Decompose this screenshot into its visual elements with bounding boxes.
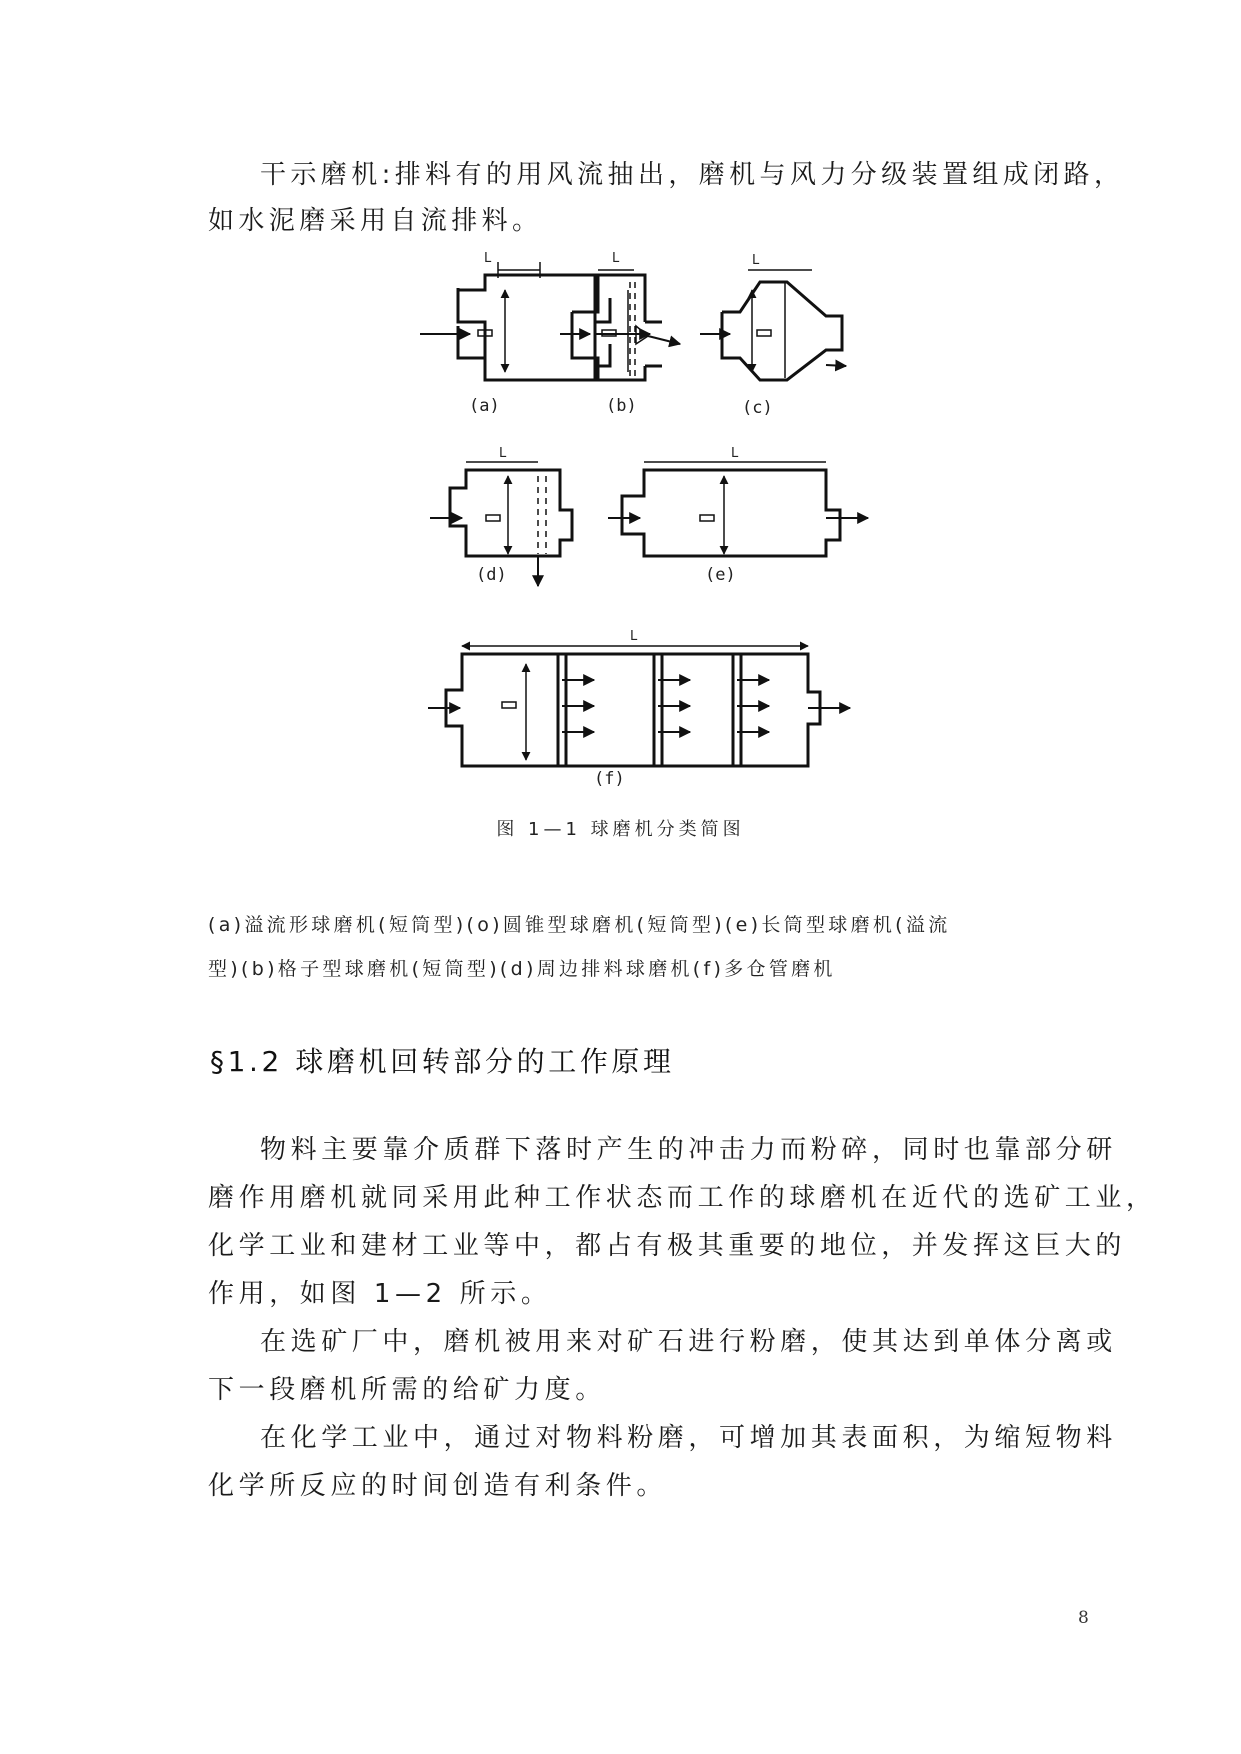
dim-label-e: L [731, 446, 739, 461]
panel-label-f: (f) [594, 769, 625, 789]
dim-label-c: L [752, 253, 760, 268]
panel-label-a: (a) [469, 396, 500, 416]
body-line-3: 化学工业和建材工业等中，都占有极其重要的地位，并发挥这巨大的 [208, 1231, 1127, 1261]
page-number: 8 [1078, 1608, 1089, 1628]
diagram-f-multi-compartment-mill [428, 646, 850, 766]
body-line-6: 下一段磨机所需的给矿力度。 [208, 1375, 606, 1405]
panel-label-d: (d) [476, 565, 507, 585]
section-heading: §1.2 球磨机回转部分的工作原理 [210, 1045, 675, 1078]
body-line-5: 在选矿厂中，磨机被用来对矿石进行粉磨，使其达到单体分离或 [260, 1327, 1117, 1357]
figure-legend-line-1: (a)溢流形球磨机(短筒型)(o)圆锥型球磨机(短筒型)(e)长筒型球磨机(溢流 [208, 914, 951, 936]
dim-label-d: L [499, 446, 507, 461]
dim-label-b: L [612, 251, 620, 266]
body-line-1: 物料主要靠介质群下落时产生的冲击力而粉碎，同时也靠部分研 [260, 1135, 1117, 1165]
diagram-a-overflow-mill [420, 262, 650, 380]
dim-label-f: L [630, 629, 638, 644]
figure-legend-line-2: 型)(b)格子型球磨机(短筒型)(d)周边排料球磨机(f)多仓管磨机 [208, 958, 836, 980]
diagram-c-conical-mill [700, 270, 846, 380]
ball-mill-classification-figure [0, 0, 1241, 800]
intro-line-2: 如水泥磨采用自流排料。 [208, 206, 543, 236]
panel-label-b: (b) [606, 396, 637, 416]
body-line-8: 化学所反应的时间创造有利条件。 [208, 1471, 668, 1501]
diagram-b-grate-mill [560, 270, 680, 380]
figure-caption: 图 1—1 球磨机分类简图 [496, 819, 745, 840]
intro-line-1: 干示磨机:排料有的用风流抽出，磨机与风力分级装置组成闭路， [260, 160, 1125, 190]
dim-label-a: L [484, 251, 492, 266]
panel-label-e: (e) [705, 565, 736, 585]
body-line-7: 在化学工业中，通过对物料粉磨，可增加其表面积，为缩短物料 [260, 1423, 1117, 1453]
body-line-4: 作用，如图 1—2 所示。 [208, 1279, 552, 1309]
panel-label-c: (c) [742, 398, 773, 418]
body-line-2: 磨作用磨机就同采用此种工作状态而工作的球磨机在近代的选矿工业， [208, 1183, 1157, 1213]
diagram-e-long-mill [608, 462, 868, 556]
